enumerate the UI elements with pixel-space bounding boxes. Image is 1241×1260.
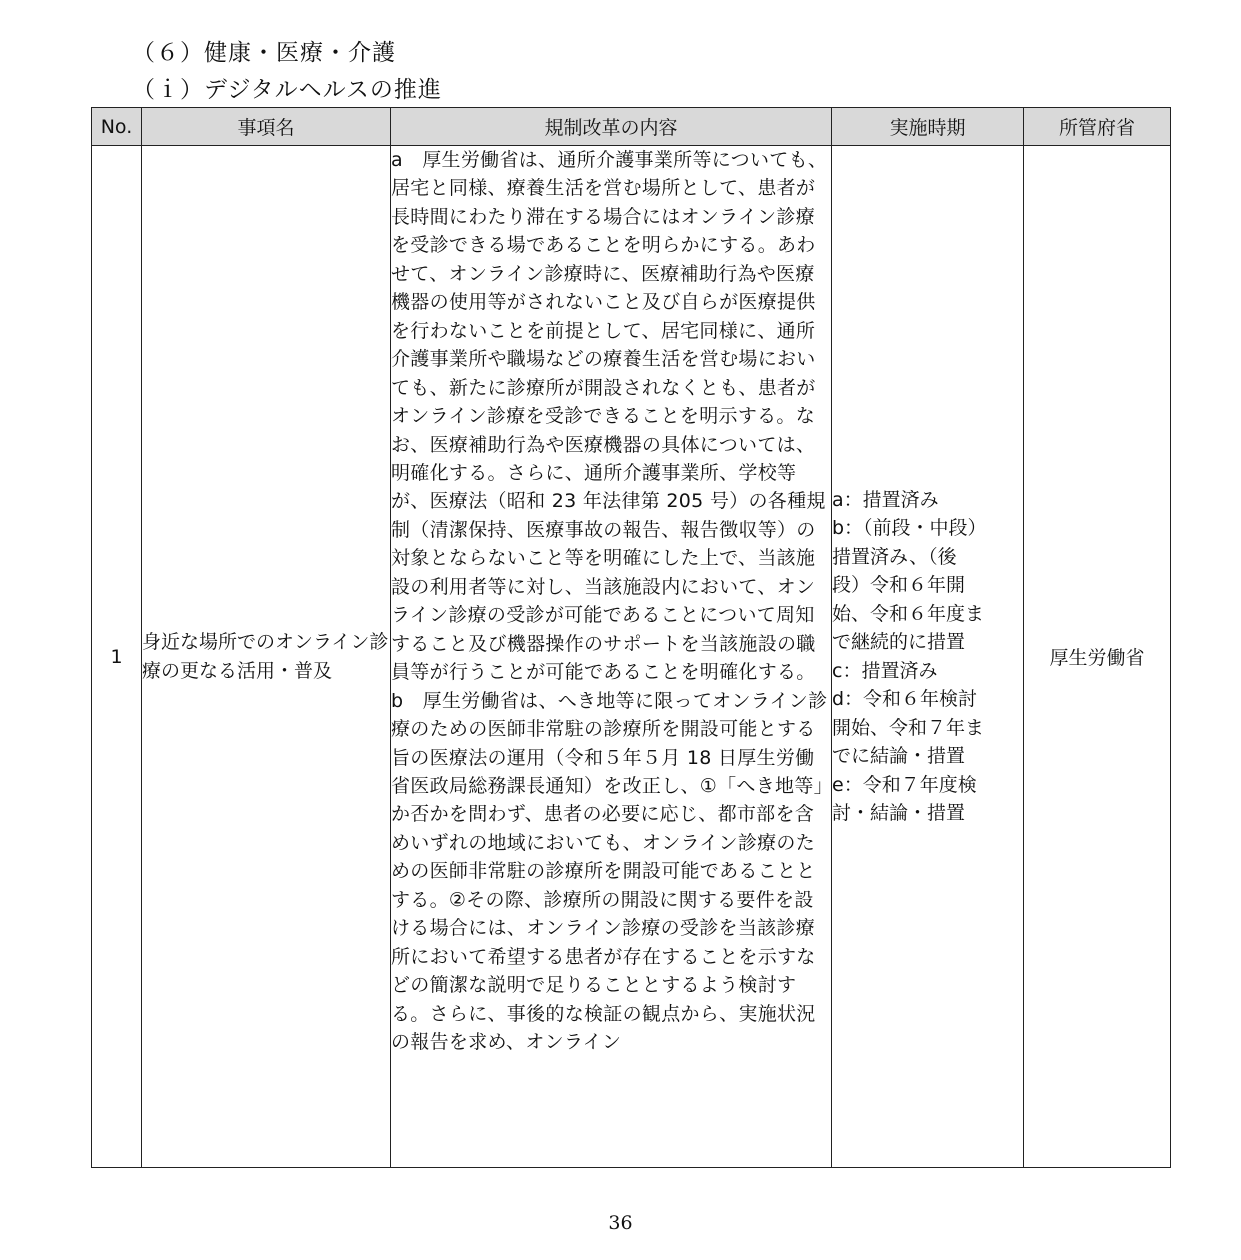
- timing-line: 始、令和６年度ま: [832, 602, 985, 625]
- header-no: No.: [92, 108, 142, 146]
- regulatory-reform-table: [91, 107, 1171, 1168]
- row-reform-content: [391, 146, 832, 1168]
- timing-line: a：措置済み: [832, 488, 939, 511]
- subsection-heading: （ｉ）デジタルヘルスの推進: [132, 77, 442, 103]
- header-item-name: 事項名: [142, 108, 391, 146]
- timing-line: 措置済み、（後: [832, 545, 957, 568]
- table-row: [92, 146, 1171, 1168]
- row-number: 1: [92, 146, 142, 1168]
- table-header-row: [92, 108, 1171, 146]
- timing-line: 討・結論・措置: [832, 802, 966, 824]
- timing-line: でに結論・措置: [832, 745, 966, 767]
- row-implementation-period: [832, 146, 1024, 1168]
- page-number: 36: [608, 1212, 633, 1234]
- timing-line: で継続的に措置: [832, 631, 966, 653]
- timing-line: 段）令和６年開: [832, 574, 966, 596]
- timing-line: d：令和６年検討: [832, 688, 978, 710]
- row-item-name: 身近な場所でのオンライン診療の更なる活用・普及: [142, 146, 391, 1168]
- header-implementation-period: 実施時期: [832, 108, 1024, 146]
- timing-line: b：（前段・中段）: [832, 517, 987, 539]
- reform-content-a: a 厚生労働省は、通所介護事業所等についても、居宅と同様、療養生活を営む場所として、患者が長時間にわたり滞在する場合にはオンライン診療を受診できる場であることを明らかにする。あわせて、オンライン診療時に、医療補助行為や医療機器の使用等がされないこと及び自らが医療提供を行わないことを前提として、居宅同様に、通所介護事業所や職場などの療養生活を営む場においても、新たに診療所が開設されなくとも、患者がオンライン診療を受診できることを明示する。なお、医療補助行為や医療機器の具体については、明確化する。さらに、通所介護事業所、学校等が、医療法（昭和 23 年法律第 205 号）の各種規制（清潔保持、医療事故の報告、報告徴収等）の対象とならないこと等を明確にした上で、当該施設の利用者等に対し、当該施設内において、オンライン診療の受診が可能であることについて周知すること及び機器操作のサポートを当該施設の職員等が行うことが可能であることを明確化する。: [391, 149, 828, 684]
- timing-line: 開始、令和７年ま: [832, 716, 985, 739]
- timing-line: e：令和７年度検: [832, 773, 977, 796]
- reform-content-b: b 厚生労働省は、へき地等に限ってオンライン診療のための医師非常駐の診療所を開設可能とする旨の医療法の運用（令和５年５月 18 日厚生労働省医政局総務課長通知）を改正し、①「へき地等」か否かを問わず、患者の必要に応じ、都市部を含めいずれの地域においても、オンライン診療のための医師非常駐の診療所を開設可能であることとする。②その際、診療所の開設に関する要件を設ける場合には、オンライン診療の受診を当該診療所において希望する患者が存在することを示すなどの簡潔な説明で足りることとするよう検討する。さらに、事後的な検証の観点から、実施状況の報告を求め、オンライン: [391, 689, 828, 1054]
- section-heading: （６）健康・医療・介護: [132, 40, 396, 66]
- header-ministry: 所管府省: [1024, 108, 1171, 146]
- row-ministry: 厚生労働省: [1024, 146, 1171, 1168]
- timing-line: c：措置済み: [832, 659, 938, 682]
- header-reform-content: 規制改革の内容: [391, 108, 832, 146]
